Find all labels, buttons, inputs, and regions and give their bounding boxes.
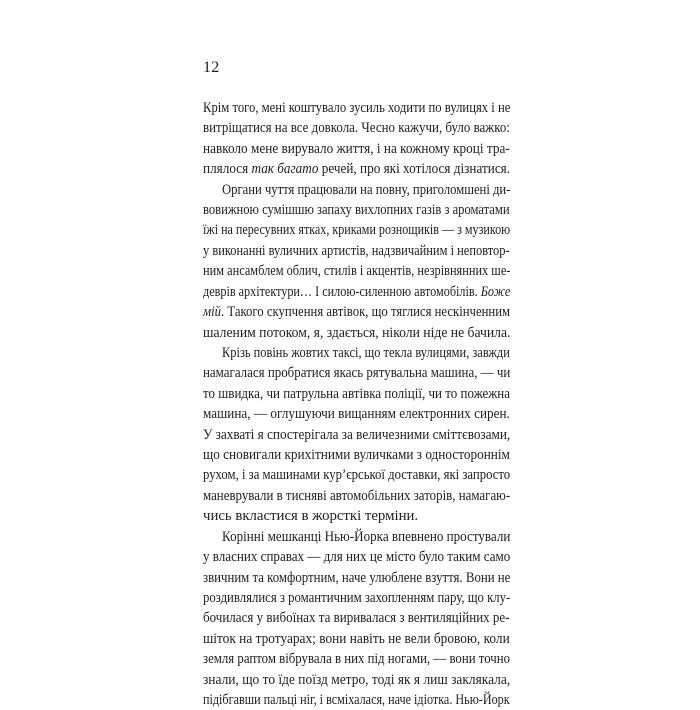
text-run: . Такого скупчення автівок, що тяглися нескінченним xyxy=(221,304,511,321)
italic-emphasis: Боже xyxy=(480,283,511,300)
text-line: у власних справах — для них це місто було таким само xyxy=(203,549,511,566)
text-run: речей, про які хотілося дізнатися. xyxy=(318,161,511,178)
text-line: Крізь повінь жовтих таксі, що текла вулицями, завжди xyxy=(222,344,510,361)
text-line: у виконанні вуличних артистів, надзвичайним і неповтор- xyxy=(203,242,510,259)
text-line: витріщатися на все довкола. Чесно кажучи, було важко: xyxy=(203,120,510,137)
text-line: підібгавши пальці ніг, і всміхалася, наче ідіотка. Нью-Йорк xyxy=(203,692,510,708)
text-line: Корінні мешканці Нью-Йорка впевнено простували xyxy=(222,528,511,545)
text-line xyxy=(203,282,510,302)
text-line: шіток на тротуарах; вони навіть не вели бровою, коли xyxy=(203,630,510,647)
text-line: вовижною сумішшю запаху вихлопних газів з ароматами xyxy=(203,202,510,219)
text-run: плялося xyxy=(203,161,252,178)
text-line: знали, що то їде поїзд метро, тоді як я лиш заклякала, xyxy=(203,671,511,688)
text-line: роздивлялися з романтичним захопленням пару, що клу- xyxy=(203,589,511,606)
text-line: що сновигали крихітними вуличками з одностороннім xyxy=(203,447,510,464)
text-line xyxy=(203,159,510,179)
text-line: Крім того, мені коштувало зусиль ходити по вулицях і не xyxy=(203,100,511,116)
text-line: машина, — оглушуючи вищанням електронних сирен. xyxy=(203,406,510,423)
text-line: маневрували в тисняві автомобільних заторів, намагаю- xyxy=(203,487,511,504)
text-run: деврів архітектури… І силою-силенною автомобілів. xyxy=(203,283,481,300)
text-line: то швидка, чи патрульна автівка поліції, чи то пожежна xyxy=(203,385,511,402)
text-line: ним ансамблем облич, стилів і акцентів, незрівнянних ше- xyxy=(203,263,511,280)
text-line xyxy=(203,302,510,322)
text-line: рухом, і за машинами кур’єрської доставки, які запросто xyxy=(203,467,511,484)
text-line: Органи чуття працювали на повну, приголомшені ди- xyxy=(222,181,511,198)
text-line: бочилася у вибоїнах та виривалася з вентиляційних ре- xyxy=(203,610,510,627)
text-line: намагалася пробратися якась рятувальна машина, — чи xyxy=(203,365,511,382)
text-line: їжі на пересувних ятках, криками рознощиків — з музикою xyxy=(203,222,511,239)
text-line: чись вкластися в жорсткі терміни. xyxy=(203,508,419,525)
italic-emphasis: мій xyxy=(203,304,222,321)
text-line: земля раптом вібрувала в них під ногами, — вони точно xyxy=(203,651,511,668)
text-line: шаленим потоком, я, здається, ніколи ніде не бачила. xyxy=(203,324,511,341)
italic-emphasis: так багато xyxy=(251,161,319,178)
page-number: 12 xyxy=(203,59,220,76)
text-line: навколо мене вирувало життя, і на кожному кроці тра- xyxy=(203,140,510,157)
text-line: У захваті я спостерігала за величезними сміттєвозами, xyxy=(203,426,511,443)
text-line: звичним та комфортним, наче улюблене взуття. Вони не xyxy=(203,569,511,586)
